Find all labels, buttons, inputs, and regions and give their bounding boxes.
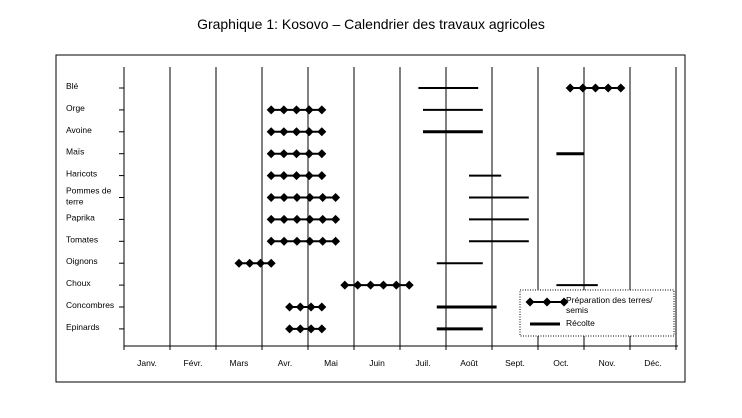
prep-marker: [331, 215, 340, 224]
prep-marker: [280, 215, 289, 224]
prep-marker: [317, 127, 326, 136]
prep-marker: [267, 171, 276, 180]
prep-marker: [245, 259, 254, 268]
month-label: Nov.: [598, 358, 616, 368]
legend-harvest-label: Récolte: [566, 318, 595, 328]
prep-marker: [405, 281, 414, 290]
crop-label: Epinards: [66, 321, 100, 332]
prep-marker: [285, 303, 294, 312]
prep-marker: [279, 105, 288, 114]
prep-marker: [280, 193, 289, 202]
prep-marker: [292, 127, 301, 136]
legend-prep-label: Préparation des terres/ semis: [566, 295, 653, 315]
prep-marker: [285, 324, 294, 333]
prep-marker: [305, 149, 314, 158]
month-labels: [137, 358, 662, 368]
prep-marker: [305, 215, 314, 224]
month-label: Mai: [324, 358, 338, 368]
prep-marker: [267, 259, 276, 268]
prep-marker: [317, 149, 326, 158]
month-label: Juin: [369, 358, 385, 368]
prep-marker: [305, 105, 314, 114]
crop-label: Pommes de terre: [66, 185, 112, 207]
prep-marker: [235, 259, 244, 268]
prep-marker: [305, 171, 314, 180]
prep-marker: [366, 281, 375, 290]
crop-label: Avoine: [66, 124, 92, 135]
chart-title: Graphique 1: Kosovo – Calendrier des travaux agricoles: [197, 16, 545, 32]
prep-marker: [379, 281, 388, 290]
prep-marker: [296, 303, 305, 312]
prep-marker: [292, 171, 301, 180]
prep-marker: [616, 84, 625, 93]
prep-marker: [317, 303, 326, 312]
legend: [520, 290, 674, 336]
crop-label: Concombres: [66, 300, 115, 310]
prep-marker: [566, 84, 575, 93]
crop-label: Haricots: [66, 168, 98, 179]
prep-marker: [256, 259, 265, 268]
month-label: Déc.: [644, 358, 662, 368]
prep-marker: [279, 127, 288, 136]
prep-marker: [340, 281, 349, 290]
prep-marker: [318, 215, 327, 224]
prep-marker: [267, 193, 276, 202]
month-label: Juil.: [415, 358, 431, 368]
prep-marker: [280, 237, 289, 246]
prep-marker: [292, 215, 301, 224]
crop-labels: [66, 81, 114, 332]
month-label: Févr.: [183, 358, 203, 368]
prep-marker: [267, 105, 276, 114]
prep-marker: [392, 281, 401, 290]
crop-label: Maïs: [66, 146, 85, 157]
crop-label: Oignons: [66, 256, 98, 267]
prep-marker: [267, 215, 276, 224]
prep-marker: [292, 193, 301, 202]
prep-marker: [296, 324, 305, 333]
prep-marker: [305, 127, 314, 136]
prep-marker: [305, 193, 314, 202]
prep-marker: [292, 105, 301, 114]
prep-marker: [317, 324, 326, 333]
prep-marker: [267, 127, 276, 136]
month-label: Janv.: [137, 358, 157, 368]
prep-marker: [317, 171, 326, 180]
prep-marker: [267, 237, 276, 246]
prep-marker: [331, 193, 340, 202]
crop-label: Tomates: [66, 234, 99, 245]
prep-marker: [317, 105, 326, 114]
month-label: Oct.: [553, 358, 569, 368]
month-label: Avr.: [277, 358, 293, 368]
crop-label: Orge: [66, 102, 85, 113]
crop-label: Choux: [66, 278, 91, 289]
prep-marker: [267, 149, 276, 158]
prep-marker: [292, 237, 301, 246]
month-label: Mars: [229, 358, 249, 368]
month-label: Sept.: [505, 358, 525, 368]
prep-marker: [591, 84, 600, 93]
month-label: Août: [460, 358, 478, 368]
prep-marker: [279, 149, 288, 158]
prep-marker: [578, 84, 587, 93]
prep-marker: [318, 237, 327, 246]
prep-marker: [318, 193, 327, 202]
crop-label: Blé: [66, 81, 79, 91]
prep-marker: [604, 84, 613, 93]
prep-marker: [292, 149, 301, 158]
prep-marker: [353, 281, 362, 290]
prep-marker: [305, 237, 314, 246]
prep-marker: [279, 171, 288, 180]
crop-label: Paprika: [66, 212, 95, 223]
prep-marker: [331, 237, 340, 246]
